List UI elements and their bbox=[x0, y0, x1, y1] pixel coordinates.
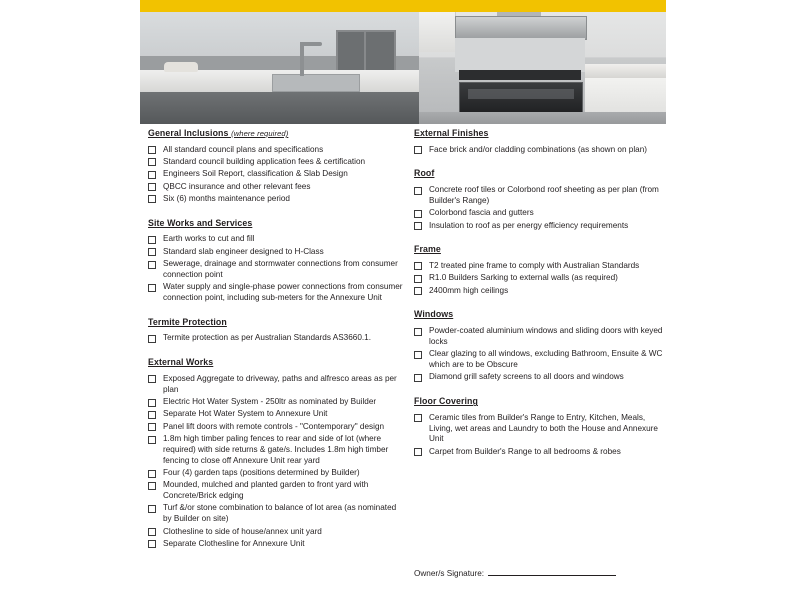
checkbox-icon[interactable] bbox=[148, 261, 156, 269]
list-item bbox=[148, 169, 406, 180]
checkbox-icon[interactable] bbox=[148, 171, 156, 179]
section-general-inclusions bbox=[148, 128, 406, 205]
checklist bbox=[414, 185, 666, 231]
section-heading bbox=[414, 309, 666, 321]
list-item-label: Concrete roof tiles or Colorbond roof sheeting as per plan (from Builder's Range) bbox=[429, 185, 659, 205]
list-item-label: Four (4) garden taps (positions determined by Builder) bbox=[163, 468, 360, 477]
checkbox-icon[interactable] bbox=[148, 146, 156, 154]
right-column bbox=[414, 128, 666, 471]
checkbox-icon[interactable] bbox=[414, 187, 422, 195]
list-item-label: Earth works to cut and fill bbox=[163, 234, 255, 244]
list-item bbox=[148, 409, 406, 420]
section-frame bbox=[414, 244, 666, 296]
section-title: Termite Protection bbox=[148, 316, 227, 327]
section-heading bbox=[148, 357, 406, 369]
list-item bbox=[148, 247, 406, 258]
left-column bbox=[148, 128, 406, 563]
list-item bbox=[148, 480, 406, 502]
section-heading bbox=[414, 128, 666, 140]
checkbox-icon[interactable] bbox=[414, 448, 422, 456]
list-item bbox=[148, 194, 406, 205]
list-item bbox=[148, 503, 406, 525]
list-item bbox=[414, 273, 666, 284]
checkbox-icon[interactable] bbox=[414, 262, 422, 270]
photo-upper-cabinet bbox=[419, 12, 456, 52]
checkbox-icon[interactable] bbox=[414, 222, 422, 230]
section-external-works bbox=[148, 357, 406, 550]
section-heading bbox=[414, 396, 666, 408]
section-termite-protection bbox=[148, 317, 406, 344]
list-item bbox=[148, 234, 406, 245]
section-heading bbox=[414, 168, 666, 180]
photo-floor bbox=[419, 112, 666, 124]
checkbox-icon[interactable] bbox=[414, 275, 422, 283]
kitchen-bench-photo bbox=[140, 12, 419, 124]
photo-tap-arm bbox=[300, 42, 322, 46]
list-item-label: 1.8m high timber paling fences to rear and side of lot (where required) with side returns & gate/s. Includes 1.8m high timber fencing to close off Annexure Unit rear yard bbox=[163, 434, 389, 465]
signature-line[interactable] bbox=[488, 566, 616, 576]
checkbox-icon[interactable] bbox=[414, 146, 422, 154]
list-item-label: Water supply and single-phase power connections from consumer connection point, including sub-meters for the Annexure Unit bbox=[163, 282, 403, 302]
photo-cooktop bbox=[459, 70, 581, 80]
list-item bbox=[148, 145, 406, 156]
list-item bbox=[148, 259, 406, 281]
checkbox-icon[interactable] bbox=[414, 351, 422, 359]
photo-splashback-right bbox=[455, 38, 585, 72]
list-item-label: Clothesline to side of house/annex unit yard bbox=[163, 526, 322, 536]
checklist bbox=[148, 145, 406, 205]
list-item bbox=[414, 372, 666, 383]
list-item bbox=[414, 221, 666, 232]
list-item-label: R1.0 Builders Sarking to external walls (as required) bbox=[429, 273, 618, 283]
checklist bbox=[148, 374, 406, 550]
checklist bbox=[414, 413, 666, 458]
list-item bbox=[148, 527, 406, 538]
checklist bbox=[414, 145, 666, 156]
list-item-label: Separate Hot Water System to Annexure Unit bbox=[163, 409, 328, 419]
photo-bowls bbox=[164, 62, 198, 72]
signature-label: Owner/s Signature: bbox=[414, 569, 485, 578]
section-title: External Works bbox=[148, 357, 214, 368]
checkbox-icon[interactable] bbox=[148, 482, 156, 490]
section-title: External Finishes bbox=[414, 128, 489, 138]
checkbox-icon[interactable] bbox=[148, 195, 156, 203]
checkbox-icon[interactable] bbox=[414, 414, 422, 422]
list-item bbox=[148, 374, 406, 396]
section-title: Site Works and Services bbox=[148, 217, 253, 228]
checklist bbox=[148, 234, 406, 303]
section-heading bbox=[148, 128, 406, 140]
list-item bbox=[414, 413, 666, 445]
photo-benchtop-right bbox=[585, 64, 666, 78]
list-item bbox=[148, 422, 406, 433]
list-item-label: Electric Hot Water System - 250ltr as nominated by Builder bbox=[163, 397, 377, 407]
section-heading bbox=[148, 317, 406, 329]
banner-photo bbox=[140, 12, 666, 124]
signature-row bbox=[414, 566, 616, 578]
checkbox-icon[interactable] bbox=[148, 248, 156, 256]
list-item-label: Panel lift doors with remote controls - "Contemporary" design bbox=[163, 421, 385, 431]
list-item-label: Exposed Aggregate to driveway, paths and alfresco areas as per plan bbox=[163, 373, 397, 394]
list-item-label: T2 treated pine frame to comply with Australian Standards bbox=[429, 260, 640, 270]
section-windows bbox=[414, 309, 666, 383]
accent-strip bbox=[140, 0, 666, 12]
section-note: (where required) bbox=[231, 129, 289, 138]
list-item bbox=[148, 397, 406, 408]
list-item-label: Ceramic tiles from Builder's Range to Entry, Kitchen, Meals, Living, wet areas and Laundry to both the House and Annexure Unit bbox=[429, 412, 658, 444]
list-item-label: Diamond grill safety screens to all doors and windows bbox=[429, 372, 624, 382]
list-item bbox=[414, 447, 666, 458]
checkbox-icon[interactable] bbox=[148, 540, 156, 548]
list-item bbox=[148, 157, 406, 168]
checkbox-icon[interactable] bbox=[148, 375, 156, 383]
checkbox-icon[interactable] bbox=[148, 183, 156, 191]
list-item bbox=[148, 333, 406, 344]
list-item bbox=[414, 349, 666, 371]
checkbox-icon[interactable] bbox=[414, 287, 422, 295]
section-external-finishes bbox=[414, 128, 666, 155]
photo-sink bbox=[272, 74, 360, 92]
list-item-label: Turf &/or stone combination to balance of lot area (as nominated by Builder on site) bbox=[163, 503, 397, 524]
list-item-label: Standard slab engineer designed to H-Class bbox=[163, 246, 324, 256]
list-item bbox=[148, 539, 406, 550]
checkbox-icon[interactable] bbox=[148, 284, 156, 292]
list-item-label: Insulation to roof as per energy efficiency requirements bbox=[429, 220, 629, 230]
list-item-label: Carpet from Builder's Range to all bedrooms & robes bbox=[429, 446, 621, 456]
checkbox-icon[interactable] bbox=[148, 158, 156, 166]
checklist bbox=[414, 261, 666, 296]
photo-tap bbox=[300, 42, 304, 76]
checkbox-icon[interactable] bbox=[148, 505, 156, 513]
section-title: Floor Covering bbox=[414, 396, 478, 407]
list-item-label: All standard council plans and specifications bbox=[163, 144, 324, 154]
section-floor-covering bbox=[414, 396, 666, 457]
list-item-label: Engineers Soil Report, classification & Slab Design bbox=[163, 169, 348, 179]
photo-oven bbox=[459, 82, 583, 114]
list-item-label: Powder-coated aluminium windows and sliding doors with keyed locks bbox=[429, 326, 663, 346]
kitchen-oven-photo bbox=[419, 12, 666, 124]
list-item-label: Separate Clothesline for Annexure Unit bbox=[163, 538, 305, 548]
list-item-label: Face brick and/or cladding combinations (as shown on plan) bbox=[429, 144, 647, 154]
section-site-works-and-services bbox=[148, 218, 406, 304]
list-item-label: Clear glazing to all windows, excluding Bathroom, Ensuite & WC which are to be Obscure bbox=[429, 349, 663, 370]
checklist bbox=[414, 326, 666, 383]
list-item bbox=[414, 185, 666, 207]
header-banner bbox=[140, 0, 666, 124]
list-item bbox=[414, 261, 666, 272]
section-title: Windows bbox=[414, 309, 454, 320]
list-item bbox=[414, 326, 666, 348]
list-item-label: Standard council building application fees & certification bbox=[163, 156, 366, 166]
section-title: Roof bbox=[414, 168, 435, 179]
list-item bbox=[148, 282, 406, 304]
list-item bbox=[148, 182, 406, 193]
checkbox-icon[interactable] bbox=[148, 436, 156, 444]
section-heading bbox=[414, 244, 666, 256]
checkbox-icon[interactable] bbox=[148, 470, 156, 478]
checklist bbox=[148, 333, 406, 344]
section-heading bbox=[148, 218, 406, 230]
list-item-label: QBCC insurance and other relevant fees bbox=[163, 181, 311, 191]
section-title: Frame bbox=[414, 244, 441, 255]
list-item bbox=[148, 434, 406, 466]
checkbox-icon[interactable] bbox=[414, 328, 422, 336]
checkbox-icon[interactable] bbox=[414, 210, 422, 218]
checkbox-icon[interactable] bbox=[148, 528, 156, 536]
list-item bbox=[414, 208, 666, 219]
list-item-label: Colorbond fascia and gutters bbox=[429, 208, 534, 218]
list-item bbox=[414, 286, 666, 297]
list-item-label: 2400mm high ceilings bbox=[429, 285, 509, 295]
section-roof bbox=[414, 168, 666, 231]
photo-rangehood bbox=[455, 16, 587, 40]
checkbox-icon[interactable] bbox=[148, 411, 156, 419]
checkbox-icon[interactable] bbox=[414, 374, 422, 382]
list-item-label: Termite protection as per Australian Standards AS3660.1. bbox=[163, 333, 371, 343]
list-item-label: Mounded, mulched and planted garden to front yard with Concrete/Brick edging bbox=[163, 480, 369, 501]
list-item-label: Sewerage, drainage and stormwater connections from consumer connection point bbox=[163, 259, 398, 279]
section-title: General Inclusions bbox=[148, 128, 229, 138]
list-item bbox=[148, 468, 406, 479]
checkbox-icon[interactable] bbox=[148, 423, 156, 431]
list-item-label: Six (6) months maintenance period bbox=[163, 193, 290, 203]
photo-cabinets bbox=[140, 92, 419, 124]
list-item bbox=[414, 145, 666, 156]
checkbox-icon[interactable] bbox=[148, 399, 156, 407]
checkbox-icon[interactable] bbox=[148, 335, 156, 343]
checkbox-icon[interactable] bbox=[148, 236, 156, 244]
